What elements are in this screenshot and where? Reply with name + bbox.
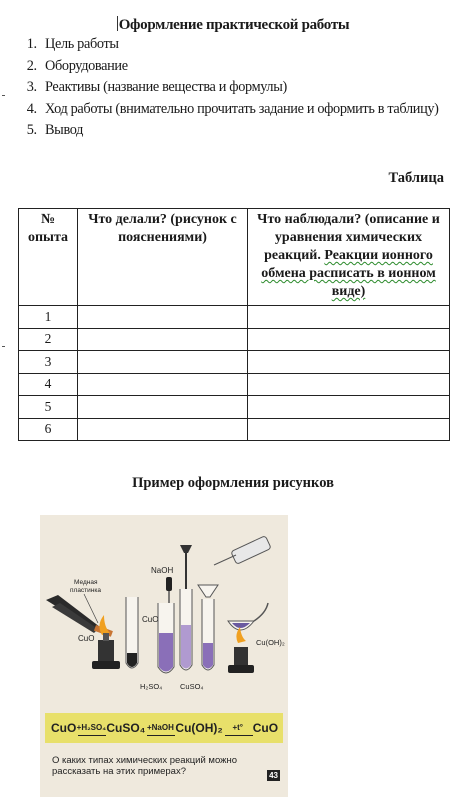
cell-what-did[interactable] (78, 373, 248, 396)
header-what-did: Что делали? (рисунок с пояснениями) (78, 209, 248, 306)
figure-caption: Пример оформления рисунков (132, 475, 334, 491)
test-tube-icon (202, 599, 214, 670)
eq-substance: CuSO₄ (106, 721, 146, 735)
step-item: 5. Вывод (40, 120, 439, 142)
cell-what-did[interactable] (78, 351, 248, 374)
header-what-observed (248, 209, 450, 306)
step-item: 3. Реактивы (название вещества и формулы) (40, 77, 439, 99)
eq-arrow: +NaOH (146, 723, 174, 732)
label-copper-plate-2: пластинка (70, 587, 101, 594)
eq-arrow: +t° (223, 724, 253, 732)
step-item: 4. Ход работы (внимательно прочитать задание и оформить в таблицу) (40, 99, 439, 121)
eq-substance: CuO (51, 721, 77, 735)
eq-substance: CuO (252, 721, 279, 735)
margin-mark (2, 346, 5, 347)
eq-arrow: +H₂SO₄ (76, 723, 107, 732)
test-tube-icon (180, 545, 192, 670)
header-observed-part2: Реакции ионного обмена расписать в ионном виде) (261, 248, 436, 299)
label-h2so4: H₂SO₄ (140, 682, 163, 691)
cell-what-did[interactable] (78, 418, 248, 441)
cell-what-did[interactable] (78, 396, 248, 419)
figure-question: О каких типах химических реакций можно рассказать на этих примерах? (52, 755, 238, 777)
table-row (19, 396, 450, 419)
cell-what-did[interactable] (78, 328, 248, 351)
page-number: 43 (269, 771, 278, 780)
test-tube-icon (158, 603, 174, 673)
burner-icon (92, 615, 120, 669)
label-cuo-tube: CuO (142, 615, 159, 624)
header-observed-part1: Что наблюдали? (описание и уравнения химических реакций. (257, 212, 440, 263)
cell-observed[interactable] (248, 418, 450, 441)
bottle-icon (214, 536, 271, 565)
cell-observed[interactable] (248, 351, 450, 374)
cell-observed[interactable] (248, 396, 450, 419)
reaction-equation (45, 713, 283, 743)
cell-what-did[interactable] (78, 306, 248, 329)
table-caption: Таблица (388, 170, 444, 186)
report-table (18, 208, 450, 441)
table-header-row (19, 209, 450, 306)
page-title (0, 16, 466, 34)
example-figure (40, 515, 288, 797)
table-row (19, 328, 450, 351)
label-cuoh2: Cu(OH)₂ (256, 638, 285, 647)
row-number: 2 (19, 328, 78, 351)
cell-observed[interactable] (248, 328, 450, 351)
eq-substance: Cu(OH)₂ (175, 721, 223, 735)
table-row (19, 351, 450, 374)
header-experiment-number: № опыта (19, 209, 78, 306)
margin-mark (2, 95, 5, 96)
table-row (19, 306, 450, 329)
label-copper-plate-1: Медная (74, 579, 98, 586)
steps-list (22, 34, 439, 142)
row-number: 6 (19, 418, 78, 441)
table-row (19, 418, 450, 441)
step-item: 2. Оборудование (40, 56, 439, 78)
table-row (19, 373, 450, 396)
row-number: 4 (19, 373, 78, 396)
burner-icon (228, 627, 254, 673)
row-number: 1 (19, 306, 78, 329)
label-cuo-left: CuO (78, 634, 95, 643)
label-cuso4: CuSO₄ (180, 682, 204, 691)
test-tube-icon (126, 597, 138, 668)
text-cursor (117, 16, 118, 31)
cell-observed[interactable] (248, 373, 450, 396)
label-naoh: NaOH (151, 566, 174, 575)
evaporating-dish-icon (228, 603, 268, 630)
step-item: 1. Цель работы (40, 34, 439, 56)
row-number: 3 (19, 351, 78, 374)
title-text: Оформление практической работы (118, 17, 350, 33)
row-number: 5 (19, 396, 78, 419)
cell-observed[interactable] (248, 306, 450, 329)
funnel-icon (198, 585, 218, 597)
